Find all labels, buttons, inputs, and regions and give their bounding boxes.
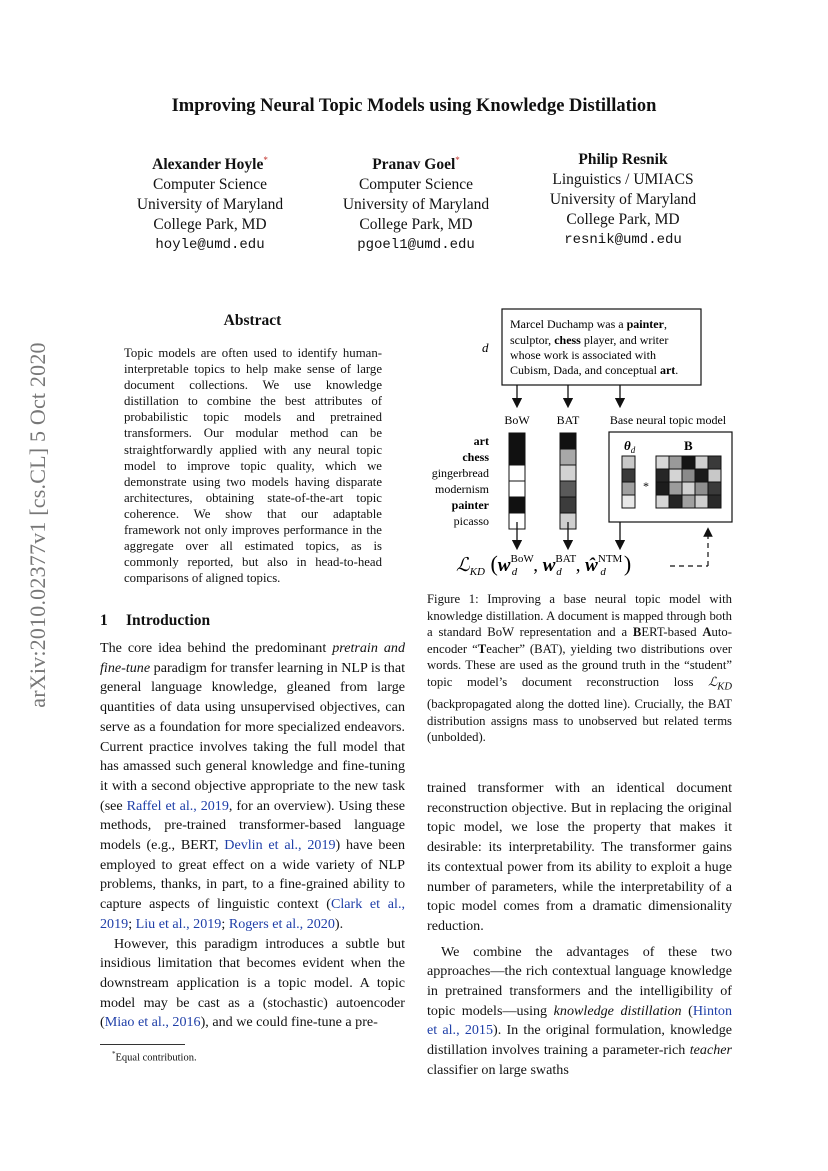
bold-letter: T [477,641,487,656]
paragraph: trained transformer with an identical document reconstruction objective. But in replacing the original topic model, we lose the property that makes it desirable: its interpretability. The transformer gains its contextual power from its ability to exploit a huge number of parameters, while the interpretability of a topic model comes from a dramatic dimensionality reduction. [427,780,732,934]
b-matrix-cell [708,495,721,508]
text-run: We combine the advantages of these two approaches—the rich contextual language knowledge in pretrained transformers and the intelligibility of topic models—using [427,943,732,1019]
b-matrix-cell [695,469,708,482]
text-run: ), and we could fine-tune a pre- [200,1014,378,1031]
theta-cell [622,469,635,482]
b-matrix-cell [708,482,721,495]
author-mark: * [455,155,460,165]
bat-cell [560,433,576,449]
author-email[interactable]: hoyle@umd.edu [155,237,265,254]
doc-variable-label: d [482,340,489,355]
author-name: Alexander Hoyle [152,156,264,174]
doc-line-4: Cubism, Dada, and conceptual art. [510,363,679,377]
text-run: ) have been employed to great effect on a wide variety of NLP problems, thanks, in part, to a fine-grained ability to capture aspects of linguistic context ( [100,837,406,913]
text-run: However, this paradigm introduces a subtle but insidious limitation that becomes evident when the downstream application is a topic model. A topic model may be cast as a (stochastic) autoencoder ( [100,935,405,1031]
author-block-1 [110,150,310,255]
b-matrix-cell [669,482,682,495]
author-loc: College Park, MD [566,211,680,228]
loss-subscript: KD [717,681,732,693]
b-matrix-cell [669,469,682,482]
citation-link[interactable]: Liu et al., 2019 [135,915,222,932]
text-run: Figure 1: Improving a base neural topic model with knowledge distillation. A document is mapped through both a standard BoW representation and a [427,592,732,640]
bat-label: BAT [556,413,580,427]
doc-line-3: whose work is associated with [510,348,656,362]
theta-cell [622,495,635,508]
author-loc: College Park, MD [153,216,267,234]
citation-link[interactable]: Devlin et al., 2019 [224,837,336,854]
b-matrix-cell [682,469,695,482]
bold-letter: A [702,625,712,640]
theta-cell [622,482,635,495]
bat-cell [560,465,576,481]
bow-cell [509,449,525,465]
author-inst: University of Maryland [549,191,697,208]
author-name: Philip Resnik [578,151,668,168]
b-matrix-label: B [684,438,693,453]
bow-label: BoW [504,413,530,427]
b-matrix-cell [656,495,669,508]
figure-1-diagram [420,300,740,590]
footnote-mark: * [112,1050,116,1058]
vocab-word: gingerbread [431,466,489,480]
vocab-word: painter [451,498,489,512]
author-dept: Computer Science [358,176,474,194]
citation-link[interactable]: Rogers et al., 2020 [228,915,335,932]
citation-link[interactable]: Hinton et al., 2015 [427,1002,732,1039]
text-run: ; [221,915,229,932]
text-run: classifier on large swaths [427,1061,569,1078]
author-name: Pranav Goel [372,156,456,174]
vocab-word: art [473,434,489,448]
section-title: Introduction [126,612,211,629]
paragraph [100,639,405,935]
text-run: eacher” (BAT), yielding two distributions over words. These are used as the ground truth in the “student” topic model’s document reconstruction loss [427,641,732,689]
abstract-text: Topic models are often used to identify human-interpretable topics to help make sense of large document collections. We use knowledge distillation to combine the best attributes of probabilistic topic models and pretrained transformers. Our modular method can be straightforwardly applied with any neural topic model to improve topic quality, which we demonstrate using two models having disparate architectures, obtaining state-of-the-art topic coherence. We show that our adaptable framework not only improves performance in the aggregate over all estimated topics, as is commonly reported, but also in head-to-head comparisons of aligned topics. [124,346,382,586]
bow-cell [509,497,525,513]
b-matrix-cell [695,456,708,469]
author-email[interactable]: resnik@umd.edu [564,232,682,248]
intro-column-left [100,639,405,1033]
bow-cell [509,481,525,497]
b-matrix-cell [695,495,708,508]
text-run: ERT-based [641,625,703,640]
vocab-word: modernism [435,482,489,496]
doc-line-1: Marcel Duchamp was a painter, [510,317,667,331]
b-matrix-cell [682,495,695,508]
paper-title: Improving Neural Topic Models using Knowledge Distillation [171,96,657,116]
text-run: , for an overview). Using these methods, pre-trained transformer-based language models (e.g., BERT, [100,797,405,854]
section-heading [100,612,210,630]
bat-cell [560,449,576,465]
author-mark: * [263,155,268,165]
b-matrix-cell [656,469,669,482]
doc-line-2: sculptor, chess player, and writer [510,333,669,347]
footnote [112,1050,197,1064]
text-run: uto-encoder “ [427,625,732,656]
footnote-text: Equal contribution. [115,1052,197,1064]
b-matrix-cell [656,456,669,469]
multiply-star: * [643,479,649,493]
b-matrix-cell [669,495,682,508]
b-matrix-cell [682,482,695,495]
author-dept: Computer Science [152,176,268,194]
emphasis: pretrain and fine-tune [100,640,405,676]
bow-cell [509,465,525,481]
text-run: ; [128,915,136,932]
vocab-word: picasso [453,514,489,528]
author-inst: University of Maryland [342,196,490,214]
section-number: 1 [100,612,108,629]
bold-letter: B [632,625,642,640]
text-run: ). In the original formulation, knowledge distillation involves training a parameter-rich [427,1022,733,1059]
author-dept: Linguistics / UMIACS [552,171,694,188]
b-matrix-cell [669,456,682,469]
citation-link[interactable]: Clark et al., 2019 [100,896,405,932]
paragraph [427,943,732,1081]
author-block-2 [316,150,516,255]
text-run: paradigm for transfer learning in NLP is that general language knowledge, gleaned from large quantities of data using unsupervised objectives, can serve as a foundation for more specialized endeavors. Current practice involves taking the full model that has amassed such general knowledge and fine-tuning it with a second objective appropriate to the new task (see [100,659,405,814]
author-block-3 [523,150,723,250]
base-model-label: Base neural topic model [609,413,727,427]
abstract-heading: Abstract [223,312,282,329]
paragraph [100,935,405,1034]
bat-cell [560,481,576,497]
author-email[interactable]: pgoel1@umd.edu [357,237,475,254]
text-run: The core idea behind the predominant [100,640,333,656]
kd-loss-formula: ℒ$_{KD}$ ($w^{BoW}$ d , $w^{BAT}$ d , $ŵ^{NTM}$ d ) [456,551,632,578]
loss-symbol: ℒ [708,674,718,689]
citation-link[interactable]: Miao et al., 2016 [104,1014,201,1031]
text-run: (backpropagated along the dotted line). Crucially, the BAT distribution assigns mass to unobserved but related terms (unbolded). [427,697,732,745]
b-matrix-cell [682,456,695,469]
vocab-word: chess [462,450,489,464]
text-run: ( [681,1002,693,1019]
b-matrix-cell [708,469,721,482]
text-run: ). [334,915,344,932]
b-matrix-cell [708,456,721,469]
emphasis: knowledge distillation [553,1002,682,1019]
emphasis: teacher [689,1042,732,1059]
bow-cell [509,433,525,449]
author-inst: University of Maryland [136,196,284,214]
footnote-rule [100,1044,185,1045]
figure-caption [427,591,732,746]
author-loc: College Park, MD [359,216,473,234]
theta-cell [622,456,635,469]
arxiv-stamp [18,342,58,708]
bat-cell [560,497,576,513]
arxiv-id: arXiv:2010.02377v1 [cs.CL] 5 Oct 2020 [25,342,50,708]
citation-link[interactable]: Raffel et al., 2019 [126,797,229,814]
b-matrix-cell [695,482,708,495]
b-matrix-cell [656,482,669,495]
intro-column-right [427,779,732,1081]
theta-label: $\theta_d$ [624,438,636,455]
